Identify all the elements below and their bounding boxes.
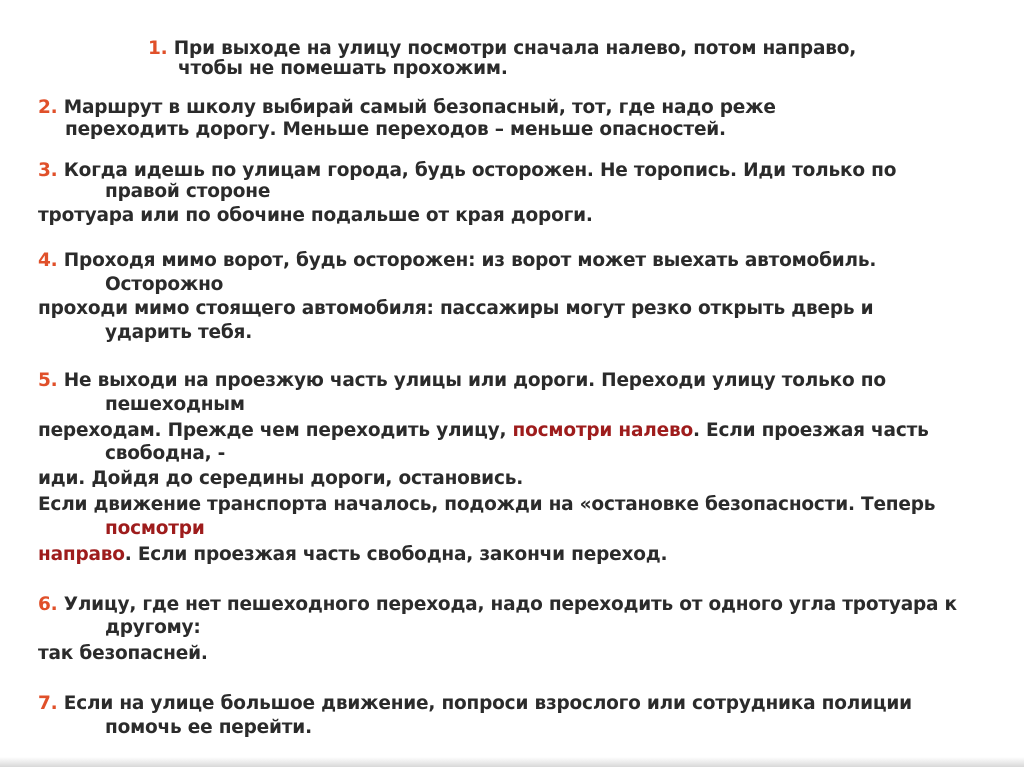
rule-7-line-1 bbox=[38, 693, 912, 715]
rule-3-text: Когда идешь по улицам города, будь осторожен. Не торопись. Иди только по bbox=[63, 160, 897, 181]
highlight-look: посмотри bbox=[105, 518, 205, 539]
rule-4-text: Проходя мимо ворот, будь осторожен: из ворот может выехать автомобиль. bbox=[63, 250, 877, 271]
rule-3-number: 3. bbox=[38, 160, 58, 181]
rule-6-line-2: другому: bbox=[105, 617, 201, 638]
rule-3-line-3: тротуара или по обочине подальше от края дороги. bbox=[38, 205, 593, 226]
rule-2-line-2: переходить дорогу. Меньше переходов – меньше опасностей. bbox=[65, 119, 726, 140]
rule-7-text: Если на улице большое движение, попроси взрослого или сотрудника полиции bbox=[63, 693, 912, 714]
rule-6-text: Улицу, где нет пешеходного перехода, надо переходить от одного угла тротуара к bbox=[63, 594, 957, 615]
rule-1-line-2: чтобы не помешать прохожим. bbox=[178, 58, 508, 79]
rule-5-line-1 bbox=[38, 370, 886, 392]
rule-5-line-5: иди. Дойдя до середины дороги, остановись. bbox=[38, 468, 524, 489]
rule-4-line-4: ударить тебя. bbox=[105, 322, 253, 343]
rule-5-line-3-text-b: . Если проезжая часть bbox=[692, 420, 929, 441]
rule-6-line-3: так безопасней. bbox=[38, 643, 208, 664]
rule-5-line-8 bbox=[38, 544, 667, 566]
rule-7-line-2: помочь ее перейти. bbox=[105, 717, 312, 738]
rule-5-line-2: пешеходным bbox=[105, 394, 245, 415]
rule-7-number: 7. bbox=[38, 693, 58, 714]
rule-1-line-1 bbox=[148, 38, 856, 60]
rule-2-number: 2. bbox=[38, 97, 58, 118]
rule-5-line-6: Если движение транспорта началось, подожди на «остановке безопасности. Теперь bbox=[38, 494, 936, 515]
rule-6-line-1 bbox=[38, 594, 957, 616]
rule-5-line-3-text-a: переходам. Прежде чем переходить улицу, bbox=[38, 420, 513, 441]
slide-bottom-edge bbox=[0, 757, 1024, 767]
rule-6-number: 6. bbox=[38, 594, 58, 615]
rule-5-line-8-text-b: . Если проезжая часть свободна, закончи переход. bbox=[124, 544, 668, 565]
rule-4-line-2: Осторожно bbox=[105, 274, 224, 295]
rule-4-line-3: проходи мимо стоящего автомобиля: пассажиры могут резко открыть дверь и bbox=[38, 298, 874, 319]
highlight-right: направо bbox=[38, 544, 125, 565]
rule-2-line-1 bbox=[38, 97, 776, 119]
rule-1-number: 1. bbox=[148, 38, 168, 59]
rule-5-line-4: свободна, - bbox=[105, 443, 226, 464]
rule-3-line-1 bbox=[38, 160, 896, 182]
rule-2-text: Маршрут в школу выбирай самый безопасный, тот, где надо реже bbox=[63, 97, 776, 118]
rule-5-number: 5. bbox=[38, 370, 58, 391]
rule-3-line-2: правой стороне bbox=[105, 181, 271, 202]
rule-5-text: Не выходи на проезжую часть улицы или дороги. Переходи улицу только по bbox=[63, 370, 886, 391]
highlight-look-left: посмотри налево bbox=[512, 420, 693, 441]
rule-4-line-1 bbox=[38, 250, 876, 272]
rule-5-line-3 bbox=[38, 420, 929, 442]
rule-1-text: При выходе на улицу посмотри сначала налево, потом направо, bbox=[173, 38, 857, 59]
rule-4-number: 4. bbox=[38, 250, 58, 271]
